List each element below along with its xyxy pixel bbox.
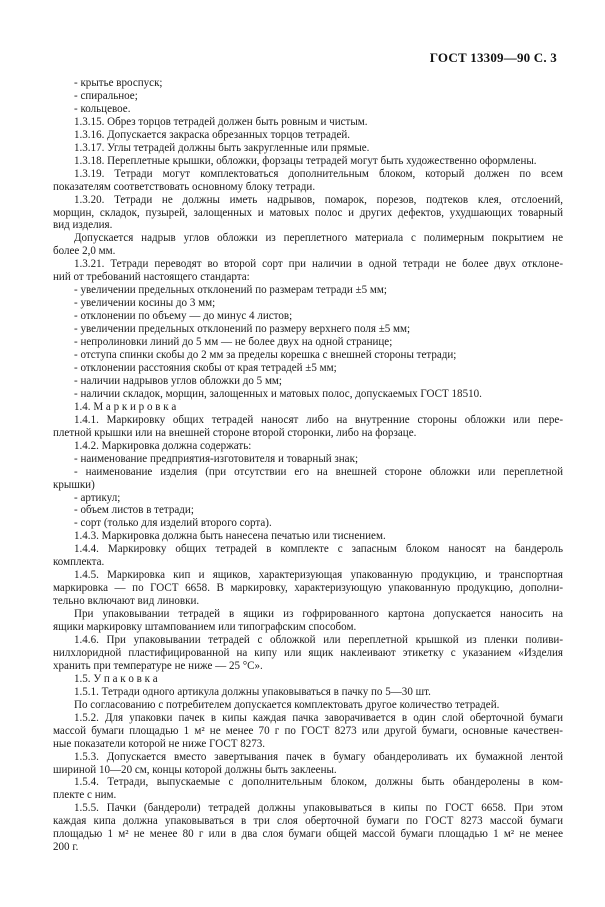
text-line: морщин, складок, пузырей, залощенных и матовых полос и других дефектов, ухудшающих товарный <box>53 206 563 219</box>
text-line: - крытье вроспуск; <box>74 77 163 89</box>
text-line: показателям соответствовать основному блоку тетради. <box>53 180 316 193</box>
text-line: 1.4.1. Маркировку общих тетрадей наносят либо на внутренние стороны обложки или пере- <box>74 413 563 426</box>
text-line: - увеличении косины до 3 мм; <box>74 297 216 310</box>
text-line: нилхлоридной пластифицированной на кипу или ящик наклеивают этикетку с указанием «Изделия <box>53 646 563 659</box>
text-line: 1.5.4. Тетради, выпускаемые с дополнительным блоком, должны быть обандеролены в ком- <box>74 776 563 789</box>
text-line: При упаковывании тетрадей в ящики из гофрированного картона допускается наносить на <box>74 608 563 621</box>
text-line: Допускается надрыв углов обложки из переплетного материала с полимерным покрытием не <box>74 232 563 245</box>
text-line: - отступа спинки скобы до 2 мм за пределы корешка с внешней стороны тетради; <box>74 349 457 362</box>
text-line: 1.3.20. Тетради не должны иметь надрывов, помарок, порезов, подтеков клея, отслоений, <box>74 193 563 206</box>
text-line: 1.5. У п а к о в к а <box>74 672 158 685</box>
text-line: - сорт (только для изделий второго сорта). <box>74 517 272 530</box>
text-line: массой бумаги площадью 1 м² не менее 70 г по ГОСТ 8273 или другой бумаги, основные качествен- <box>53 724 563 737</box>
text-line: - непролиновки линий до 5 мм — не более двух на одной странице; <box>74 336 393 349</box>
text-line: 1.3.21. Тетради переводят во второй сорт при наличии в одной тетради не более двух отклоне- <box>74 258 563 271</box>
text-line: 1.3.19. Тетради могут комплектоваться дополнительным блоком, который должен по всем <box>74 167 563 180</box>
text-line: комплекта. <box>53 556 105 569</box>
text-line: 1.5.2. Для упаковки пачек в кипы каждая пачка заворачивается в один слой оберточной бумаги <box>74 711 563 724</box>
text-line: - наличии складок, морщин, залощенных и матовых полос, допускаемых ГОСТ 18510. <box>74 387 482 400</box>
text-line: 1.4.2. Маркировка должна содержать: <box>74 439 252 452</box>
text-line: тельно включают вид линовки. <box>53 595 200 608</box>
text-line: - наименование предприятия-изготовителя и товарный знак; <box>74 452 359 465</box>
text-line: шириной 10—20 см, концы которой должны быть заклеены. <box>53 763 337 776</box>
text-line: маркировка — по ГОСТ 6658. В маркировку, характеризующую упакованную продукцию, дополни- <box>53 582 563 595</box>
text-line: 1.4.5. Маркировка кип и ящиков, характеризующая упакованную продукцию, и транспортная <box>74 569 563 582</box>
text-line: По согласованию с потребителем допускается комплектовать другое количество тетрадей. <box>74 698 500 711</box>
text-line: - объем листов в тетради; <box>74 504 194 517</box>
text-line: 1.3.15. Обрез торцов тетрадей должен быть ровным и чистым. <box>74 115 368 128</box>
text-line: плетной крышки или на внешней стороне второй сторонки, либо на форзаце. <box>53 426 417 439</box>
text-line: 1.3.16. Допускается закраска обрезанных торцов тетрадей. <box>74 128 351 141</box>
text-line: 1.3.17. Углы тетрадей должны быть закругленные или прямые. <box>74 141 370 154</box>
text-line: 1.5.5. Пачки (бандероли) тетрадей должны упаковываться в кипы по ГОСТ 6658. При этом <box>74 802 563 815</box>
text-line: 1.4.4. Маркировку общих тетрадей в комплекте с запасным блоком наносят на бандероль <box>74 543 563 556</box>
text-line: 1.5.1. Тетради одного артикула должны упаковываться в пачку по 5—30 шт. <box>74 685 431 698</box>
text-line: - кольцевое. <box>74 102 131 115</box>
text-line: 1.3.18. Переплетные крышки, обложки, форзацы тетрадей могут быть художественно оформлены. <box>74 154 537 167</box>
text-line: - увеличении предельных отклонений по размерам тетради ±5 мм; <box>74 284 387 297</box>
text-line: ний от требований настоящего стандарта: <box>53 271 250 284</box>
text-line: - отклонении расстояния скобы от края тетрадей ±5 мм; <box>74 361 337 374</box>
document-body <box>53 77 563 854</box>
page-header: ГОСТ 13309—90 С. 3 <box>429 50 557 65</box>
text-line: ящики маркировку штампованием или типографским способом. <box>53 621 357 634</box>
text-line: - наличии надрывов углов обложки до 5 мм; <box>74 374 282 387</box>
text-line: - отклонении по объему — до минус 4 листов; <box>74 310 293 323</box>
text-line: крышки) <box>53 478 95 491</box>
text-line: - артикул; <box>74 491 121 504</box>
text-line: 1.4. М а р к и р о в к а <box>74 400 177 413</box>
text-line: 1.5.3. Допускается вместо завертывания пачек в бумагу обандероливать их бумажной лентой <box>74 750 563 763</box>
text-line: - увеличении предельных отклонений по размеру верхнего поля ±5 мм; <box>74 323 411 336</box>
text-line: 1.4.3. Маркировка должна быть нанесена печатью или тиснением. <box>74 530 386 543</box>
text-line: 1.4.6. При упаковывании тетрадей с обложкой или переплетной крышкой из пленки поливи- <box>74 633 563 646</box>
text-line: - наименование изделия (при отсутствии его на внешней стороне обложки или переплетной <box>74 465 563 478</box>
text-line: - спиральное; <box>74 89 138 102</box>
text-line: более 2,0 мм. <box>53 245 116 258</box>
text-line: вид изделия. <box>53 219 113 232</box>
text-line: каждая кипа должна упаковываться в три слоя оберточной бумаги по ГОСТ 8273 массой бумаги <box>53 815 563 828</box>
text-line: площадью 1 м² не менее 80 г или в два слоя бумаги общей массой бумаги площадью 1 м² не менее <box>53 828 563 841</box>
text-line: хранить при температуре не ниже — 25 °С». <box>53 659 263 672</box>
text-line: плекте с ним. <box>53 789 117 802</box>
text-line: ные показатели которой не ниже ГОСТ 8273. <box>53 737 266 750</box>
text-line: 200 г. <box>53 841 79 854</box>
